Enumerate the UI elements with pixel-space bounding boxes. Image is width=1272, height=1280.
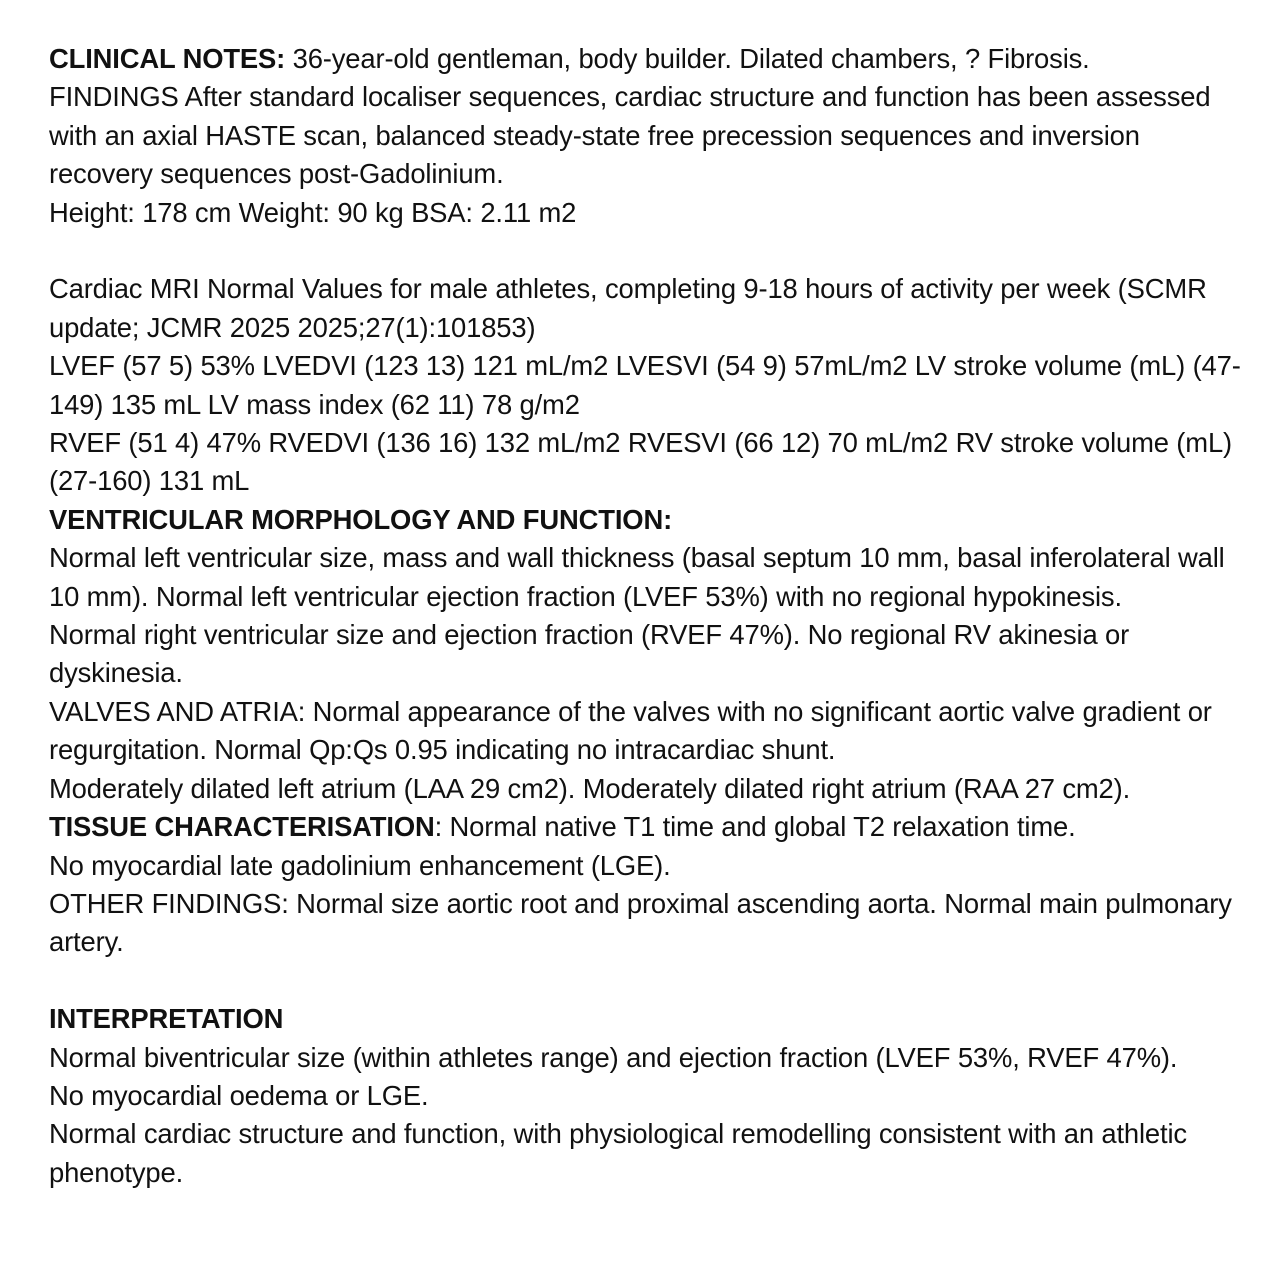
clinical-notes-heading: CLINICAL NOTES: (49, 43, 286, 74)
lv-morphology-text: Normal left ventricular size, mass and wall thickness (basal septum 10 mm, basal inferolateral wall 10 mm). Normal left ventricular ejection fraction (LVEF 53%) with no regional hypokinesis. (49, 542, 1225, 612)
tissue-text: : Normal native T1 time and global T2 relaxation time. (434, 811, 1076, 843)
spacer (49, 232, 1248, 270)
interpretation-line-1: Normal biventricular size (within athletes range) and ejection fraction (LVEF 53%, RVEF 47%). (49, 1041, 1178, 1073)
normal-values-title: Cardiac MRI Normal Values for male athletes, completing 9-18 hours of activity per week (SCMR update; JCMR 2025 2025;27(1):101853) (49, 273, 1207, 343)
interpretation-line-2: No myocardial oedema or LGE. (49, 1079, 429, 1111)
other-findings-text: OTHER FINDINGS: Normal size aortic root and proximal ascending aorta. Normal main pulmonary artery. (49, 887, 1232, 958)
interpretation-heading-text: INTERPRETATION (49, 1003, 284, 1035)
atria-text: Moderately dilated left atrium (LAA 29 cm2). Moderately dilated right atrium (RAA 27 cm2). (49, 772, 1131, 804)
ventricular-heading (49, 501, 1248, 539)
cmr-report (49, 40, 1248, 1192)
valves-text: VALVES AND ATRIA: Normal appearance of the valves with no significant aortic valve gradient or regurgitation. Normal Qp:Qs 0.95 indicating no intracardiac shunt. (49, 695, 1212, 766)
clinical-notes-text: 36-year-old gentleman, body builder. Dilated chambers, ? Fibrosis. (285, 43, 1090, 74)
lv-normal-values: LVEF (57 5) 53% LVEDVI (123 13) 121 mL/m2 LVESVI (54 9) 57mL/m2 LV stroke volume (mL) (47-149) 135 mL LV mass index (62 11) 78 g/m2 (49, 350, 1241, 420)
anthropometrics: Height: 178 cm Weight: 90 kg BSA: 2.11 m2 (49, 196, 577, 228)
ventricular-heading-text: VENTRICULAR MORPHOLOGY AND FUNCTION: (49, 503, 673, 535)
tissue-characterisation (49, 808, 1248, 846)
interpretation-line-3: Normal cardiac structure and function, with physiological remodelling consistent with an athletic phenotype. (49, 1118, 1187, 1188)
interpretation-heading (49, 1000, 1248, 1038)
clinical-notes (49, 40, 1248, 78)
lge-text: No myocardial late gadolinium enhancement (LGE). (49, 849, 671, 881)
tissue-heading: TISSUE CHARACTERISATION (49, 811, 435, 843)
spacer (49, 962, 1248, 1000)
findings-text: FINDINGS After standard localiser sequences, cardiac structure and function has been assessed with an axial HASTE scan, balanced steady-state free precession sequences and inversion recovery sequences post-Gadolinium. (49, 81, 1211, 190)
rv-morphology-text: Normal right ventricular size and ejection fraction (RVEF 47%). No regional RV akinesia or dyskinesia. (49, 619, 1130, 689)
rv-normal-values: RVEF (51 4) 47% RVEDVI (136 16) 132 mL/m2 RVESVI (66 12) 70 mL/m2 RV stroke volume (mL) (27-160) 131 mL (49, 427, 1233, 497)
